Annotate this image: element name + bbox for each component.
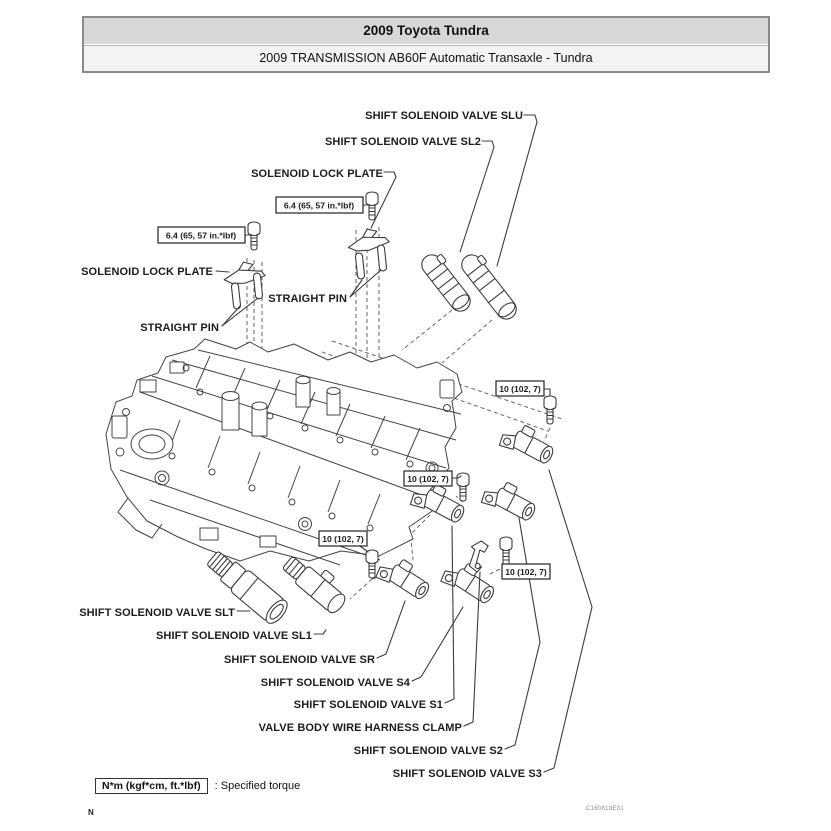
- straight-pin-left-1: [231, 283, 241, 310]
- torque-value-64-mid: 6.4 (65, 57 in.*lbf): [283, 200, 355, 211]
- label-solenoid-slt: SHIFT SOLENOID VALVE SLT: [79, 607, 235, 619]
- torque-value-10-c: 10 (102, 7): [322, 534, 364, 544]
- label-solenoid-sl2: SHIFT SOLENOID VALVE SL2: [324, 136, 481, 148]
- label-solenoid-s2: SHIFT SOLENOID VALVE S2: [353, 745, 503, 757]
- page-marker: N: [88, 808, 94, 817]
- torque-value-10-a: 10 (102, 7): [499, 384, 541, 394]
- solenoid-valve-slu-part: [458, 248, 524, 323]
- torque-value-64-left: 6.4 (65, 57 in.*lbf): [165, 230, 237, 241]
- torque-legend: [95, 778, 300, 794]
- straight-pin-right-1: [355, 253, 365, 280]
- torque-unit-box: N*m (kgf*cm, ft.*lbf): [95, 778, 208, 794]
- solenoid-valve-s4-part: [439, 555, 500, 609]
- figure-code: C160818E01: [586, 806, 625, 812]
- straight-pin-right-2: [377, 245, 387, 272]
- label-solenoid-slu: SHIFT SOLENOID VALVE SLU: [365, 110, 523, 122]
- label-lock-plate-left: SOLENOID LOCK PLATE: [81, 266, 213, 278]
- solenoid-valve-s2-part: [480, 475, 541, 526]
- label-solenoid-sl1: SHIFT SOLENOID VALVE SL1: [155, 630, 312, 642]
- torque-value-10-b: 10 (102, 7): [407, 474, 449, 484]
- label-straight-pin-left: STRAIGHT PIN: [140, 322, 219, 334]
- torque-value-10-d: 10 (102, 7): [505, 567, 547, 577]
- label-solenoid-sr: SHIFT SOLENOID VALVE SR: [223, 654, 375, 666]
- section-subtitle: 2009 TRANSMISSION AB60F Automatic Transaxle - Tundra: [84, 45, 768, 71]
- label-solenoid-s4: SHIFT SOLENOID VALVE S4: [260, 677, 410, 689]
- label-solenoid-s3: SHIFT SOLENOID VALVE S3: [392, 768, 542, 780]
- bolt-64-left: [248, 222, 260, 250]
- label-straight-pin-right: STRAIGHT PIN: [268, 293, 347, 305]
- bolt-10-c: [366, 550, 378, 578]
- bolt-10-d: [500, 537, 512, 565]
- bolt-10-a: [544, 396, 556, 424]
- bolt-64-mid: [366, 192, 378, 220]
- label-harness-clamp: VALVE BODY WIRE HARNESS CLAMP: [258, 722, 462, 734]
- label-lock-plate-top: SOLENOID LOCK PLATE: [251, 168, 383, 180]
- solenoid-valve-sr-part: [374, 551, 435, 605]
- solenoid-valve-s3-part: [498, 418, 559, 469]
- vehicle-title: 2009 Toyota Tundra: [84, 18, 768, 45]
- label-solenoid-s1: SHIFT SOLENOID VALVE S1: [293, 699, 443, 711]
- torque-note: : Specified torque: [214, 780, 301, 792]
- valve-body-casting: [106, 339, 462, 565]
